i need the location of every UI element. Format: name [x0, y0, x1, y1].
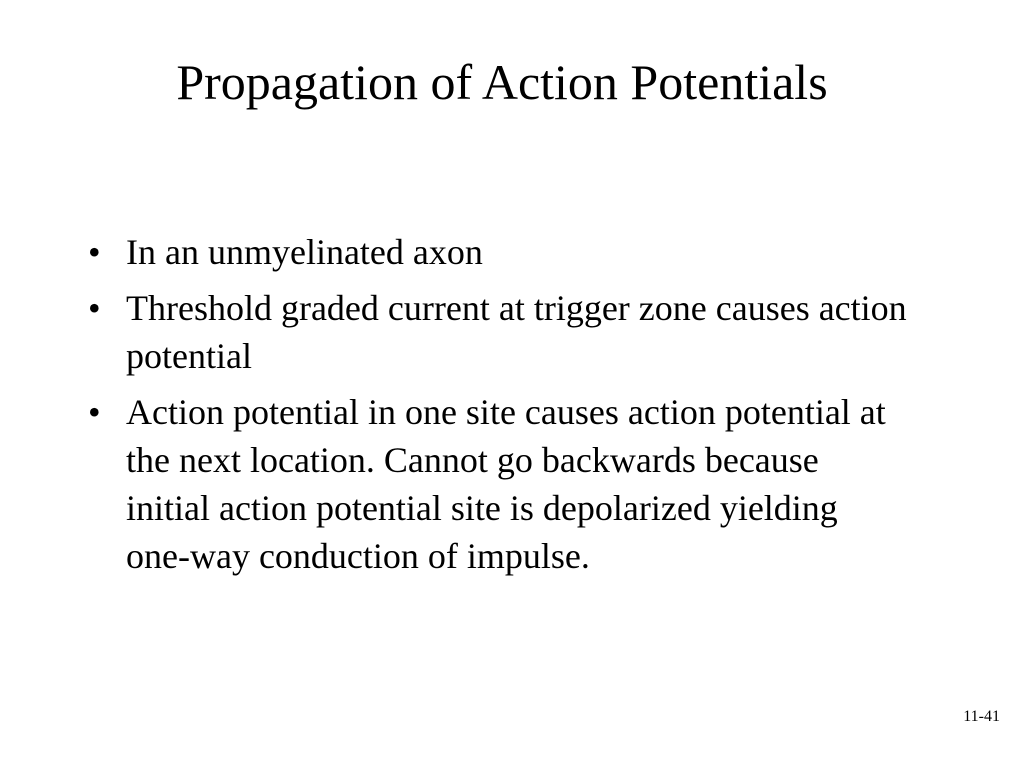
bullet-item — [88, 228, 908, 276]
bullet-text: In an unmyelinated axon — [126, 232, 483, 272]
bullet-text: Action potential in one site causes action potential at the next location. Cannot go backwards because initial action potential site is depolarized yielding one-way conduction of impulse. — [126, 392, 886, 576]
bullet-marker: • — [88, 232, 101, 272]
bullet-item — [88, 284, 908, 380]
bullet-list — [88, 228, 908, 588]
slide-title: Propagation of Action Potentials — [176, 54, 828, 110]
bullet-marker: • — [88, 392, 101, 432]
bullet-marker: • — [88, 288, 101, 328]
slide-number: 11-41 — [963, 708, 1000, 725]
bullet-text: Threshold graded current at trigger zone causes action potential — [126, 288, 907, 376]
bullet-item — [88, 388, 908, 580]
